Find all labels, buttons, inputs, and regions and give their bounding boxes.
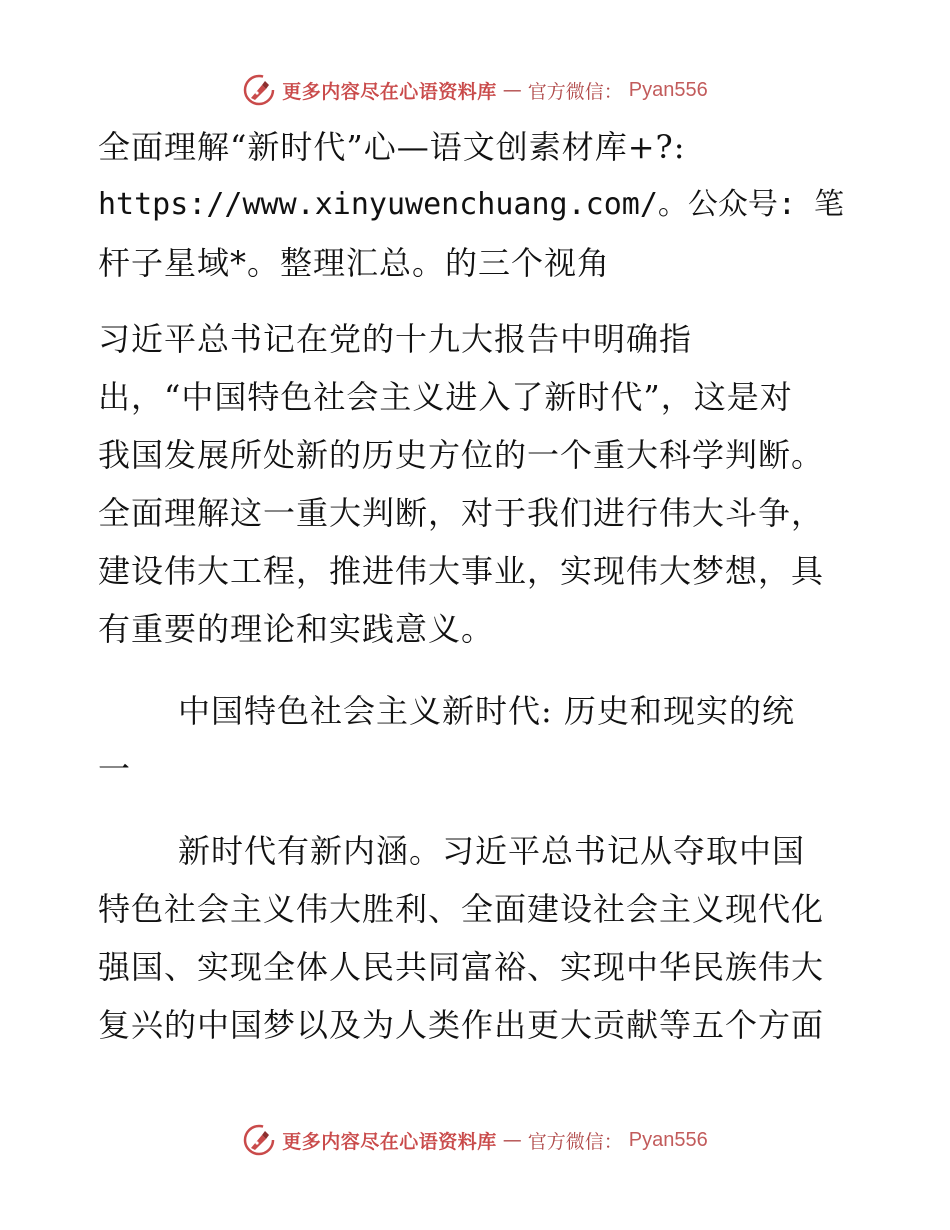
header-banner [0,70,950,110]
footer-separator: — [502,1129,522,1151]
title-line-1: 全面理解“新时代”心—语文创素材库+?: [98,128,686,166]
paragraph1-line-5: 建设伟大工程，推进伟大事业，实现伟大梦想，具 [98,552,825,590]
footer-wechat-label: 官方微信： [527,1130,623,1153]
header-wechat-id: Pyan556 [628,78,708,101]
header-banner-text: 更多内容尽在心语资料库 [282,80,497,103]
title-line-3: 杆子星域*。整理汇总。的三个视角 [98,244,611,282]
footer-banner [0,1120,950,1160]
spacer [98,798,850,822]
header-separator: — [502,79,522,101]
section-heading-line-1: 中国特色社会主义新时代: 历史和现实的统 [178,692,795,730]
footer-banner-text: 更多内容尽在心语资料库 [282,1130,497,1153]
title-line-2: https://www.xinyuwenchuang.com/。公众号: 笔 [98,187,845,222]
paragraph1-line-4: 全面理解这一重大判断，对于我们进行伟大斗争， [98,494,825,532]
paragraph1-line-6: 有重要的理论和实践意义。 [98,610,495,648]
spacer [98,658,850,682]
paragraph2-line-3: 强国、实现全体人民共同富裕、实现中华民族伟大 [98,948,825,986]
footer-wechat-id: Pyan556 [628,1128,708,1151]
paragraph1-line-2: 出，“中国特色社会主义进入了新时代”，这是对 [98,378,793,416]
paragraph1-line-1: 习近平总书记在党的十九大报告中明确指 [98,320,693,358]
pen-nib-logo-icon [242,73,276,107]
paragraph1-line-3: 我国发展所处新的历史方位的一个重大科学判断。 [98,436,825,474]
paragraph2-line-1: 新时代有新内涵。习近平总书记从夺取中国 [178,832,806,870]
paragraph2-line-2: 特色社会主义伟大胜利、全面建设社会主义现代化 [98,890,825,928]
pen-nib-logo-icon [242,1123,276,1157]
header-wechat-label: 官方微信： [527,80,623,103]
section-heading-line-2: 一 [98,750,132,788]
document-body [98,118,850,1054]
spacer [98,292,850,310]
paragraph2-line-4: 复兴的中国梦以及为人类作出更大贡献等五个方面 [98,1006,825,1044]
